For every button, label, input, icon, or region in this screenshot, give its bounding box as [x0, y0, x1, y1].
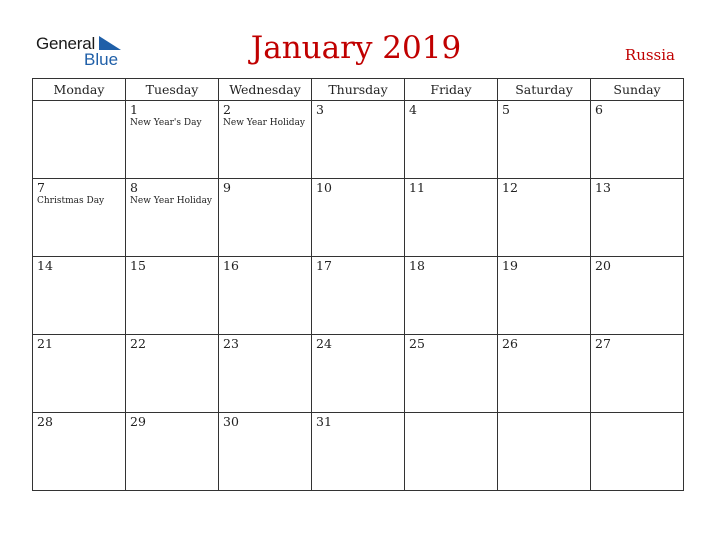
- calendar-day-cell: [498, 335, 591, 413]
- calendar-day-cell: [126, 179, 219, 257]
- weekday-header: Wednesday: [219, 79, 312, 101]
- day-number: 20: [595, 258, 611, 273]
- weekday-header: Saturday: [498, 79, 591, 101]
- day-number: 31: [316, 414, 332, 429]
- holiday-label: New Year Holiday: [223, 118, 306, 128]
- calendar-day-cell: [591, 101, 684, 179]
- holiday-label: [405, 195, 497, 196]
- weekday-header: Sunday: [591, 79, 684, 101]
- day-number: 6: [595, 102, 603, 117]
- holiday-label: [405, 117, 497, 118]
- calendar-day-cell: [591, 257, 684, 335]
- day-number: 30: [223, 414, 239, 429]
- calendar-day-cell: [312, 101, 405, 179]
- day-number: 23: [223, 336, 239, 351]
- calendar-day-cell: [33, 179, 126, 257]
- day-number: 4: [409, 102, 417, 117]
- calendar-day-cell: [312, 179, 405, 257]
- calendar-day-cell: [33, 101, 126, 179]
- calendar-week-row: [33, 101, 684, 179]
- day-number: 16: [223, 258, 239, 273]
- calendar-day-cell: [312, 257, 405, 335]
- holiday-label: [591, 273, 683, 274]
- holiday-label: [312, 429, 404, 430]
- holiday-label: [33, 351, 125, 352]
- calendar-grid: [32, 78, 684, 491]
- calendar-day-cell: [33, 335, 126, 413]
- calendar-day-cell: [126, 335, 219, 413]
- day-number: 5: [502, 102, 510, 117]
- holiday-label: New Year Holiday: [130, 196, 213, 206]
- day-number: 21: [37, 336, 53, 351]
- day-number: 1: [130, 102, 138, 117]
- day-number: 10: [316, 180, 332, 195]
- day-number: 18: [409, 258, 425, 273]
- day-number: 22: [130, 336, 146, 351]
- holiday-label: [498, 273, 590, 274]
- day-number: 29: [130, 414, 146, 429]
- day-number: 2: [223, 102, 231, 117]
- day-number: 13: [595, 180, 611, 195]
- holiday-label: [405, 351, 497, 352]
- holiday-label: [312, 351, 404, 352]
- calendar-day-cell: [33, 413, 126, 491]
- day-number: 25: [409, 336, 425, 351]
- calendar-day-cell: [219, 101, 312, 179]
- calendar-day-cell: [219, 335, 312, 413]
- calendar-day-cell: [219, 413, 312, 491]
- calendar-week-row: [33, 179, 684, 257]
- calendar-day-cell: [312, 335, 405, 413]
- calendar-week-row: [33, 257, 684, 335]
- weekday-header: Tuesday: [126, 79, 219, 101]
- day-number: 24: [316, 336, 332, 351]
- calendar-day-cell: [591, 179, 684, 257]
- holiday-label: Christmas Day: [37, 196, 105, 206]
- day-number: 11: [409, 180, 425, 195]
- weekday-header: Friday: [405, 79, 498, 101]
- holiday-label: [33, 429, 125, 430]
- calendar-day-cell: [498, 413, 591, 491]
- logo-blue-text: Blue: [84, 50, 119, 69]
- holiday-label: [498, 351, 590, 352]
- holiday-label: [219, 195, 311, 196]
- holiday-label: [405, 273, 497, 274]
- holiday-label: [312, 117, 404, 118]
- calendar-day-cell: [405, 179, 498, 257]
- calendar-day-cell: [591, 335, 684, 413]
- day-number: 28: [37, 414, 53, 429]
- holiday-label: [312, 195, 404, 196]
- calendar-day-cell: [498, 101, 591, 179]
- weekday-header: Thursday: [312, 79, 405, 101]
- holiday-label: [498, 117, 590, 118]
- calendar-day-cell: [219, 257, 312, 335]
- day-number: 14: [37, 258, 53, 273]
- holiday-label: [33, 103, 125, 104]
- weekday-header: Monday: [33, 79, 126, 101]
- calendar-day-cell: [405, 257, 498, 335]
- calendar-day-cell: [219, 179, 312, 257]
- holiday-label: [126, 273, 218, 274]
- holiday-label: [498, 415, 590, 416]
- calendar-day-cell: [33, 257, 126, 335]
- day-number: 26: [502, 336, 518, 351]
- holiday-label: [312, 273, 404, 274]
- holiday-label: [219, 351, 311, 352]
- day-number: 15: [130, 258, 146, 273]
- day-number: 12: [502, 180, 518, 195]
- holiday-label: [219, 273, 311, 274]
- calendar-day-cell: [405, 101, 498, 179]
- weekday-header-row: [33, 79, 684, 101]
- holiday-label: [591, 117, 683, 118]
- day-number: 3: [316, 102, 324, 117]
- calendar-day-cell: [498, 257, 591, 335]
- day-number: 9: [223, 180, 231, 195]
- country-label: Russia: [624, 46, 675, 64]
- day-number: 8: [130, 180, 138, 195]
- day-number: 17: [316, 258, 332, 273]
- calendar-day-cell: [126, 101, 219, 179]
- holiday-label: [405, 415, 497, 416]
- calendar-day-cell: [312, 413, 405, 491]
- day-number: 7: [37, 180, 45, 195]
- logo-general-text: General: [36, 34, 96, 53]
- calendar-week-row: [33, 335, 684, 413]
- calendar-day-cell: [591, 413, 684, 491]
- calendar-day-cell: [498, 179, 591, 257]
- page-title: January 2019: [250, 30, 462, 66]
- holiday-label: [126, 351, 218, 352]
- day-number: 19: [502, 258, 518, 273]
- calendar-day-cell: [405, 413, 498, 491]
- calendar-day-cell: [126, 257, 219, 335]
- day-number: 27: [595, 336, 611, 351]
- holiday-label: New Year's Day: [130, 118, 202, 128]
- calendar-day-cell: [126, 413, 219, 491]
- holiday-label: [126, 429, 218, 430]
- calendar-week-row: [33, 413, 684, 491]
- holiday-label: [33, 273, 125, 274]
- holiday-label: [591, 195, 683, 196]
- holiday-label: [591, 415, 683, 416]
- holiday-label: [219, 429, 311, 430]
- calendar-day-cell: [405, 335, 498, 413]
- holiday-label: [591, 351, 683, 352]
- holiday-label: [498, 195, 590, 196]
